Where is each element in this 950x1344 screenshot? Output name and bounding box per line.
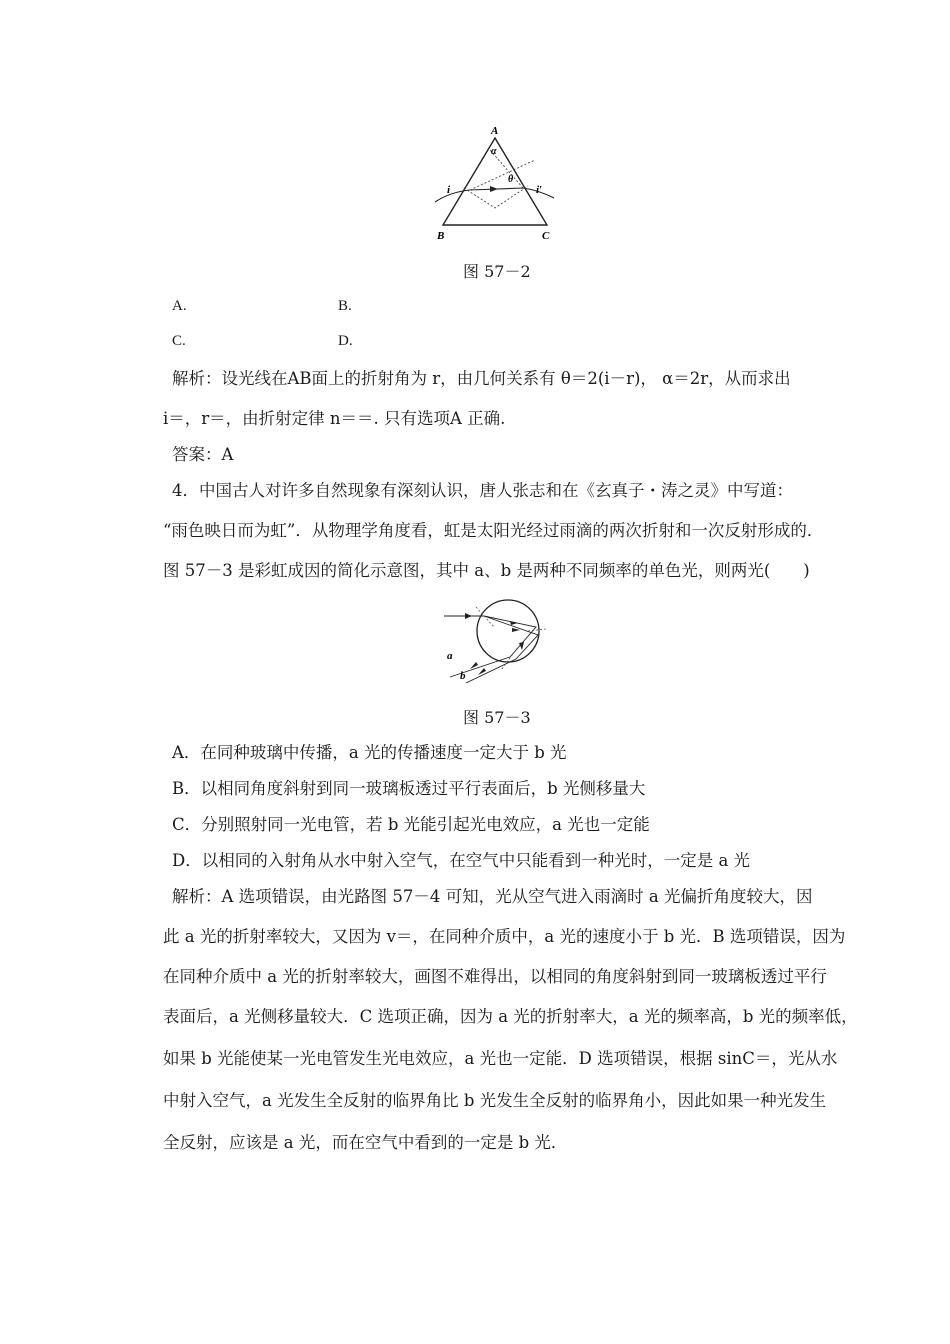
label-i: i [447,184,451,196]
q4-analysis-line-5: 如果 b 光能使某一光电管发生光电效应，a 光也一定能．D 选项错误，根据 sinC＝，光从水 [163,1049,838,1068]
q4-analysis-line-7: 全反射，应该是 a 光，而在空气中看到的一定是 b 光． [163,1133,568,1152]
q3-answer: 答案：A [172,445,234,464]
ray-path-a [450,616,536,677]
q3-analysis-line-2: i＝，r＝，由折射定律 n＝＝. 只有选项A 正确. [163,409,506,428]
q4-analysis-line-6: 中射入空气，a 光发生全反射的临界角比 b 光发生全反射的临界角小，因此如果一种光发生 [163,1091,827,1110]
prism-figure [430,120,560,245]
figure-caption-57-3: 图 57－3 [463,708,531,727]
option-c-label: C. [172,333,186,349]
q4-option-d: D．以相同的入射角从水中射入空气，在空气中只能看到一种光时，一定是 a 光 [172,851,751,870]
q4-option-b: B．以相同角度斜射到同一玻璃板透过平行表面后，b 光侧移量大 [172,779,646,798]
q4-stem-line-3: 图 57－3 是彩虹成因的简化示意图，其中 a、b 是两种不同频率的单色光，则两光( ) [163,561,810,580]
q4-option-a: A．在同种玻璃中传播，a 光的传播速度一定大于 b 光 [172,743,567,762]
q4-stem-line-1: 4．中国古人对许多自然现象有深刻认识，唐人张志和在《玄真子・涛之灵》中写道： [172,481,793,500]
label-C: C [542,230,550,242]
label-A: A [491,125,499,137]
label-a: a [447,650,453,662]
sunlight-arrow [465,613,472,619]
q4-analysis-line-1: 解析：A 选项错误，由光路图 57－4 可知，光从空气进入雨滴时 a 光偏折角度较大，因 [172,887,813,906]
option-d-label: D. [338,333,353,349]
ray-arrow-1 [510,621,518,625]
q4-option-c: C．分别照射同一光电管，若 b 光能引起光电效应，a 光也一定能 [172,815,650,834]
label-alpha: α [491,146,497,157]
q4-stem-line-2: “雨色映日而为虹”．从物理学角度看，虹是太阳光经过雨滴的两次折射和一次反射形成的． [163,521,824,540]
option-a-label: A. [172,298,187,314]
q3-analysis-line-1: 解析：设光线在AB面上的折射角为 r，由几何关系有 θ＝2(i－r)， α＝2r，从而求出 [172,369,791,388]
label-b: b [460,670,466,682]
q4-analysis-line-3: 在同种介质中 a 光的折射率较大，画图不难得出，以相同的角度斜射到同一玻璃板透过平行 [163,967,827,986]
normal-line-2 [528,629,546,631]
q4-analysis-line-4: 表面后，a 光侧移量较大．C 选项正确，因为 a 光的折射率大，a 光的频率高，b 光的频率低， [163,1007,858,1026]
figure-caption-57-2: 图 57－2 [463,262,531,281]
label-i-prime: i′ [536,184,543,196]
label-B: B [437,230,445,242]
label-theta: θ [508,174,514,185]
raindrop-figure [440,597,550,683]
option-b-label: B. [338,298,352,314]
prism-ray-arrow [490,186,498,192]
q4-analysis-line-2: 此 a 光的折射率较大，又因为 v＝，在同种介质中，a 光的速度小于 b 光．B 选项错误，因为 [163,927,846,946]
